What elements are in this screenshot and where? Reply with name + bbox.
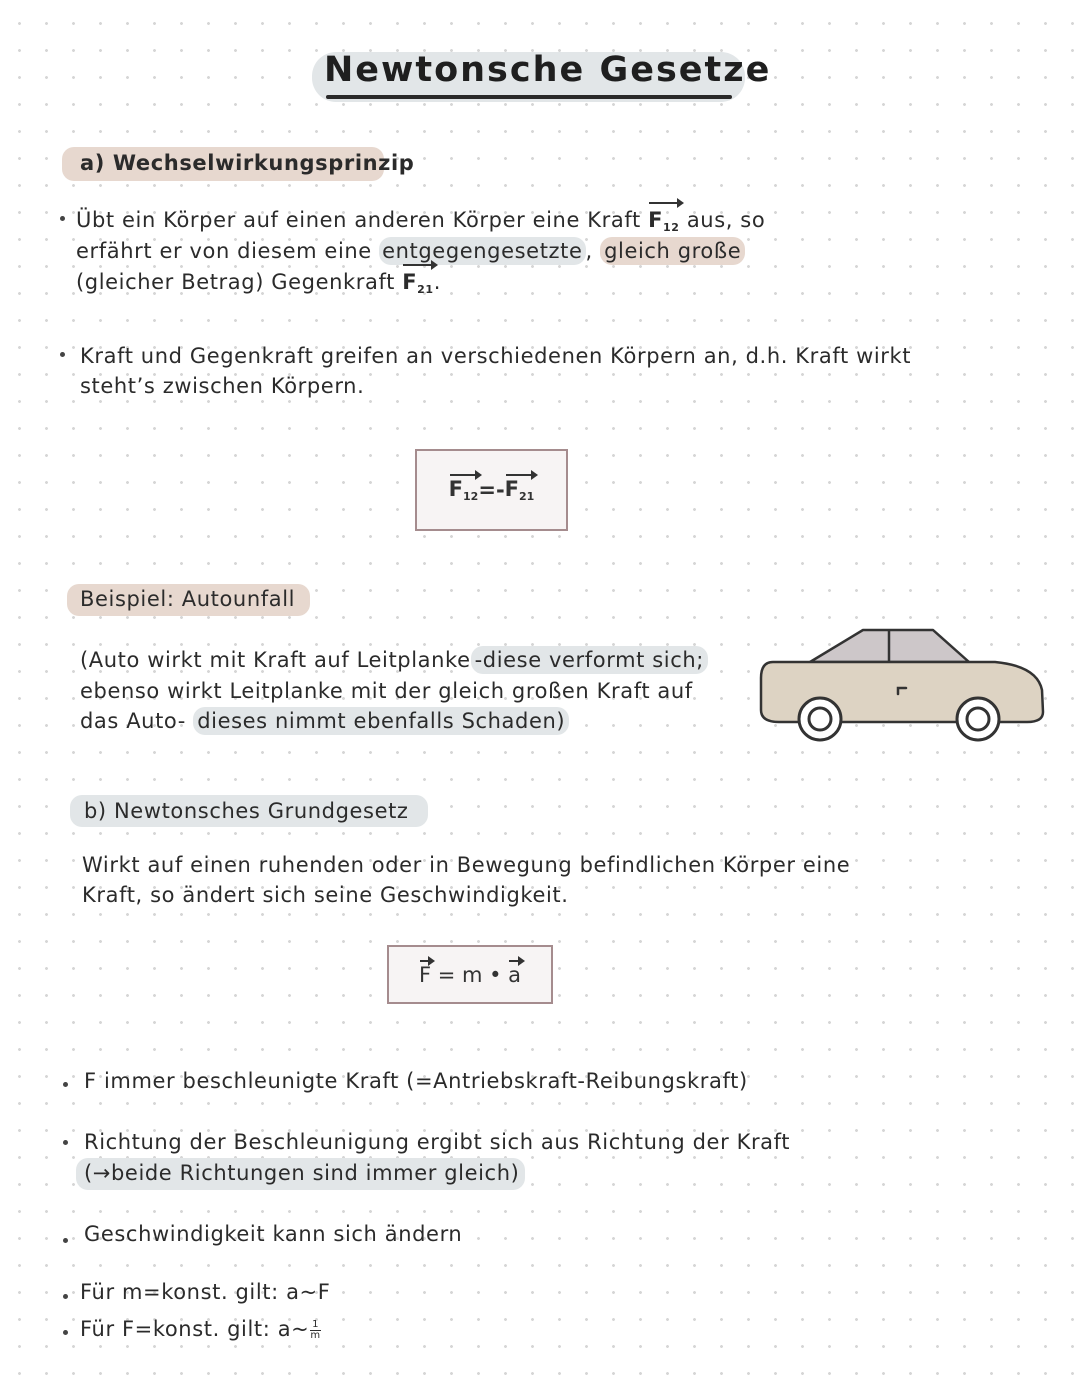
bullet-dot: [63, 1140, 68, 1145]
b-bullet-5-text: Für F=konst. gilt: a~: [80, 1317, 310, 1341]
formula-m: = m •: [431, 962, 509, 987]
fraction-numerator: 1: [312, 1319, 320, 1330]
bullet-1-text-c: erfährt er von diesem eine: [76, 239, 380, 263]
example-highlight-1: -diese verformt sich;: [471, 646, 708, 674]
bullet-1-line-3: [76, 267, 441, 305]
bullet-dot: [63, 1330, 68, 1335]
formula-f: F: [418, 962, 432, 987]
example-line-1: [80, 645, 708, 676]
section-b-heading: b) Newtonsches Grundgesetz: [84, 799, 409, 823]
example-text-a: (Auto wirkt mit Kraft auf Leitplanke: [80, 648, 471, 672]
section-a-heading: a) Wechselwirkungsprinzip: [80, 151, 415, 175]
example-heading: Beispiel: Autounfall: [80, 587, 296, 611]
bullet-1-text-b: aus, so: [679, 208, 766, 232]
bullet-dot: [60, 352, 65, 357]
force-f12-symbol: F: [648, 208, 664, 232]
example-line-2: ebenso wirkt Leitplanke mit der gleich großen Kraft auf: [80, 679, 693, 703]
formula-equals: =-: [478, 478, 505, 502]
example-line-3: [80, 706, 569, 737]
section-b-line-1: Wirkt auf einen ruhenden oder in Bewegung befindlichen Körper eine: [82, 853, 851, 877]
section-b-line-2: Kraft, so ändert sich seine Geschwindigkeit.: [82, 883, 569, 907]
formula-box-newton: [387, 945, 553, 1004]
b-bullet-2-line-2: (→beide Richtungen sind immer gleich): [84, 1161, 520, 1185]
force-f21: [402, 267, 433, 305]
car-illustration: [755, 620, 1050, 750]
title-underline: [326, 95, 732, 99]
formula-f12: [449, 477, 479, 503]
b-bullet-5: [80, 1314, 321, 1345]
force-f21-symbol: F: [402, 270, 418, 294]
highlight-gleich-grosse: gleich große: [600, 237, 745, 265]
formula-f12-symbol: F: [448, 477, 464, 501]
bullet-1-period: .: [433, 270, 441, 294]
force-f12-sub: 12: [663, 221, 680, 234]
formula-f21-sub: 21: [519, 490, 535, 503]
formula-f12-sub: 12: [463, 490, 479, 503]
bullet-1-comma: ,: [585, 239, 601, 263]
highlight-entgegengesetzte: entgegengesetzte: [379, 237, 585, 265]
b-bullet-3: Geschwindigkeit kann sich ändern: [84, 1222, 463, 1246]
bullet-1-line-2: [76, 236, 745, 267]
bullet-2-line-1: Kraft und Gegenkraft greifen an verschiedenen Körpern an, d.h. Kraft wirkt: [80, 344, 912, 368]
b-bullet-4: Für m=konst. gilt: a~F: [80, 1280, 331, 1304]
force-f21-sub: 21: [417, 283, 434, 296]
bullet-1-text-a: Übt ein Körper auf einen anderen Körper eine Kraft: [76, 208, 649, 232]
b-bullet-2: Richtung der Beschleunigung ergibt sich aus Richtung der Kraft: [84, 1130, 791, 1154]
car-wheel-front: [799, 698, 841, 740]
example-highlight-2: dieses nimmt ebenfalls Schaden): [193, 707, 569, 735]
formula-f21-symbol: F: [504, 477, 520, 501]
fraction-denominator: m: [310, 1330, 321, 1341]
b-bullet-1: F immer beschleunigte Kraft (=Antriebskraft-Reibungskraft): [84, 1069, 748, 1093]
formula-a: a: [508, 962, 522, 987]
formula-box-reaction: [415, 449, 568, 531]
page-title: Newtonsche Gesetze: [324, 50, 772, 90]
car-wheel-rear: [957, 698, 999, 740]
bullet-dot: [60, 216, 65, 221]
fraction-1-over-m: [310, 1320, 320, 1341]
bullet-1-text-d: (gleicher Betrag) Gegenkraft: [76, 270, 403, 294]
formula-f21: [505, 477, 535, 503]
bullet-dot: [63, 1294, 68, 1299]
bullet-dot: [63, 1082, 68, 1087]
bullet-dot: [63, 1238, 68, 1243]
bullet-2-line-2: steht’s zwischen Körpern.: [80, 374, 365, 398]
example-text-b: das Auto-: [80, 709, 194, 733]
